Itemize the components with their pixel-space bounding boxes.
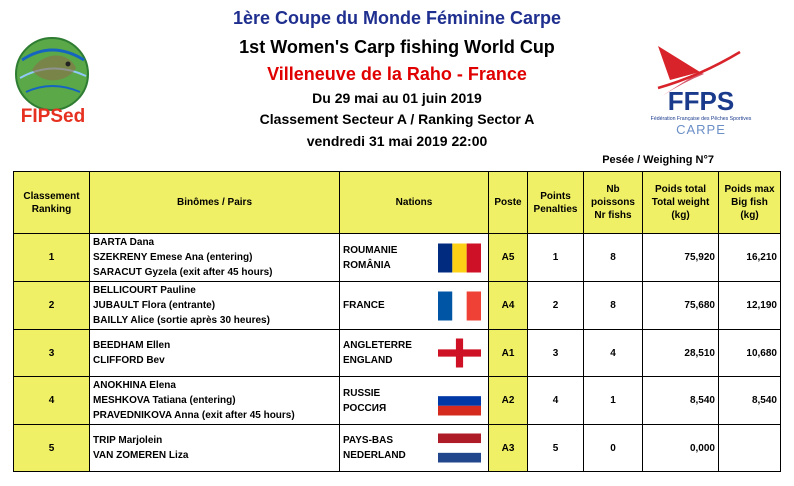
header-ranking bbox=[14, 172, 90, 234]
title-english: 1st Women's Carp fishing World Cup bbox=[239, 37, 555, 57]
rank-cell: 4 bbox=[14, 377, 90, 425]
header-ranking-line: Classement bbox=[23, 190, 80, 202]
pairs-cell bbox=[90, 377, 340, 425]
france-flag-icon bbox=[438, 291, 481, 320]
header-penalties-line: Penalties bbox=[533, 203, 578, 215]
pair-member: SZEKRENY Emese Ana (entering) bbox=[93, 252, 253, 263]
england-flag-icon bbox=[438, 339, 481, 368]
fish-count-cell: 4 bbox=[584, 330, 643, 377]
title-french: 1ère Coupe du Monde Féminine Carpe bbox=[232, 8, 562, 28]
table-row bbox=[14, 282, 781, 330]
points-cell: 5 bbox=[528, 425, 584, 472]
header-pairs: Binômes / Pairs bbox=[90, 172, 340, 234]
nation-cell bbox=[340, 234, 489, 282]
big-fish-cell: 8,540 bbox=[719, 377, 781, 425]
pair-member: BELLICOURT Pauline bbox=[93, 285, 196, 296]
dates: Du 29 mai au 01 juin 2019 bbox=[312, 90, 482, 106]
big-fish-cell: 12,190 bbox=[719, 282, 781, 330]
header-total-weight bbox=[643, 172, 719, 234]
ranking-title: Classement Secteur A / Ranking Sector A bbox=[259, 111, 535, 127]
poste-cell: A4 bbox=[489, 282, 528, 330]
points-cell: 3 bbox=[528, 330, 584, 377]
nation-name: ROUMANIE bbox=[343, 244, 398, 256]
pair-member: SARACUT Gyzela (exit after 45 hours) bbox=[93, 267, 273, 278]
table-row bbox=[14, 234, 781, 282]
poste-cell: A5 bbox=[489, 234, 528, 282]
pairs-cell bbox=[90, 282, 340, 330]
big-fish-cell: 16,210 bbox=[719, 234, 781, 282]
ffps-logo-text: FFPS bbox=[667, 86, 735, 116]
nation-name: ANGLETERRE bbox=[343, 340, 412, 351]
venue: Villeneuve de la Raho - France bbox=[267, 64, 527, 84]
poste-cell: A3 bbox=[489, 425, 528, 472]
header-total-line: Poids total bbox=[654, 184, 707, 195]
points-cell: 1 bbox=[528, 234, 584, 282]
points-cell: 2 bbox=[528, 282, 584, 330]
pair-member: VAN ZOMEREN Liza bbox=[93, 450, 189, 461]
header-big-fish bbox=[719, 172, 781, 234]
big-fish-cell: 10,680 bbox=[719, 330, 781, 377]
netherlands-flag-icon bbox=[438, 434, 481, 463]
header-nations: Nations bbox=[340, 172, 489, 234]
pairs-cell bbox=[90, 330, 340, 377]
rank-cell: 1 bbox=[14, 234, 90, 282]
header-poste: Poste bbox=[489, 172, 528, 234]
pairs-cell bbox=[90, 234, 340, 282]
header-bigfish-line: Poids max bbox=[724, 184, 775, 195]
total-weight-cell: 28,510 bbox=[643, 330, 719, 377]
nation-name: RUSSIE bbox=[343, 387, 381, 399]
header-ranking-line: Ranking bbox=[31, 203, 72, 215]
pair-member: BAILLY Alice (sortie après 30 heures) bbox=[93, 315, 270, 326]
pair-member: MESHKOVA Tatiana (entering) bbox=[93, 395, 236, 406]
datetime: vendredi 31 mai 2019 22:00 bbox=[306, 133, 488, 149]
rank-cell: 2 bbox=[14, 282, 90, 330]
nation-cell bbox=[340, 377, 489, 425]
russia-flag-icon bbox=[438, 386, 481, 415]
header-fish-line: poissons bbox=[591, 197, 635, 208]
nation-name: ROMÂNIA bbox=[343, 259, 391, 271]
nation-name: FRANCE bbox=[343, 300, 385, 311]
pair-member: TRIP Marjolein bbox=[93, 435, 163, 446]
points-cell: 4 bbox=[528, 377, 584, 425]
header-total-line: Total weight bbox=[651, 197, 710, 208]
header-bigfish-line: Big fish bbox=[731, 197, 768, 208]
pair-member: PRAVEDNIKOVA Anna (exit after 45 hours) bbox=[93, 410, 295, 421]
header-fish bbox=[584, 172, 643, 234]
pairs-cell bbox=[90, 425, 340, 472]
table-row bbox=[14, 425, 781, 472]
weighing-label: Pesée / Weighing N°7 bbox=[602, 154, 714, 166]
pair-member: ANOKHINA Elena bbox=[93, 380, 176, 391]
header-fish-line: Nb bbox=[606, 184, 620, 195]
fipsed-logo-text: FIPSed bbox=[20, 106, 86, 127]
total-weight-cell: 8,540 bbox=[643, 377, 719, 425]
total-weight-cell: 75,680 bbox=[643, 282, 719, 330]
total-weight-cell: 0,000 bbox=[643, 425, 719, 472]
results-table bbox=[13, 171, 781, 472]
table-row bbox=[14, 330, 781, 377]
nation-cell bbox=[340, 282, 489, 330]
poste-cell: A2 bbox=[489, 377, 528, 425]
pair-member: BEEDHAM Ellen bbox=[93, 340, 171, 351]
romania-flag-icon bbox=[438, 243, 481, 272]
nation-name: ENGLAND bbox=[343, 355, 393, 366]
fish-count-cell: 1 bbox=[584, 377, 643, 425]
header-fish-line: Nr fishs bbox=[594, 210, 632, 221]
ffps-carpe: CARPE bbox=[676, 122, 726, 137]
total-weight-cell: 75,920 bbox=[643, 234, 719, 282]
nation-name: PAYS-BAS bbox=[343, 435, 394, 446]
header-penalties bbox=[528, 172, 584, 234]
rank-cell: 5 bbox=[14, 425, 90, 472]
big-fish-cell bbox=[719, 425, 781, 472]
poste-cell: A1 bbox=[489, 330, 528, 377]
nation-name: NEDERLAND bbox=[343, 450, 406, 461]
header-bigfish-line: (kg) bbox=[740, 210, 759, 221]
fish-count-cell: 8 bbox=[584, 234, 643, 282]
rank-cell: 3 bbox=[14, 330, 90, 377]
pair-member: BARTA Dana bbox=[93, 237, 155, 248]
header-total-line: (kg) bbox=[671, 210, 690, 221]
header-penalties-line: Points bbox=[540, 190, 571, 202]
nation-cell bbox=[340, 330, 489, 377]
pair-member: CLIFFORD Bev bbox=[93, 355, 165, 366]
table-row bbox=[14, 377, 781, 425]
nation-name: РОССИЯ bbox=[343, 402, 387, 414]
fish-count-cell: 8 bbox=[584, 282, 643, 330]
ffps-subtitle: Fédération Française des Pêches Sportives bbox=[650, 116, 752, 122]
pair-member: JUBAULT Flora (entrante) bbox=[93, 300, 216, 311]
nation-cell bbox=[340, 425, 489, 472]
fish-count-cell: 0 bbox=[584, 425, 643, 472]
table-header-row bbox=[14, 172, 781, 234]
